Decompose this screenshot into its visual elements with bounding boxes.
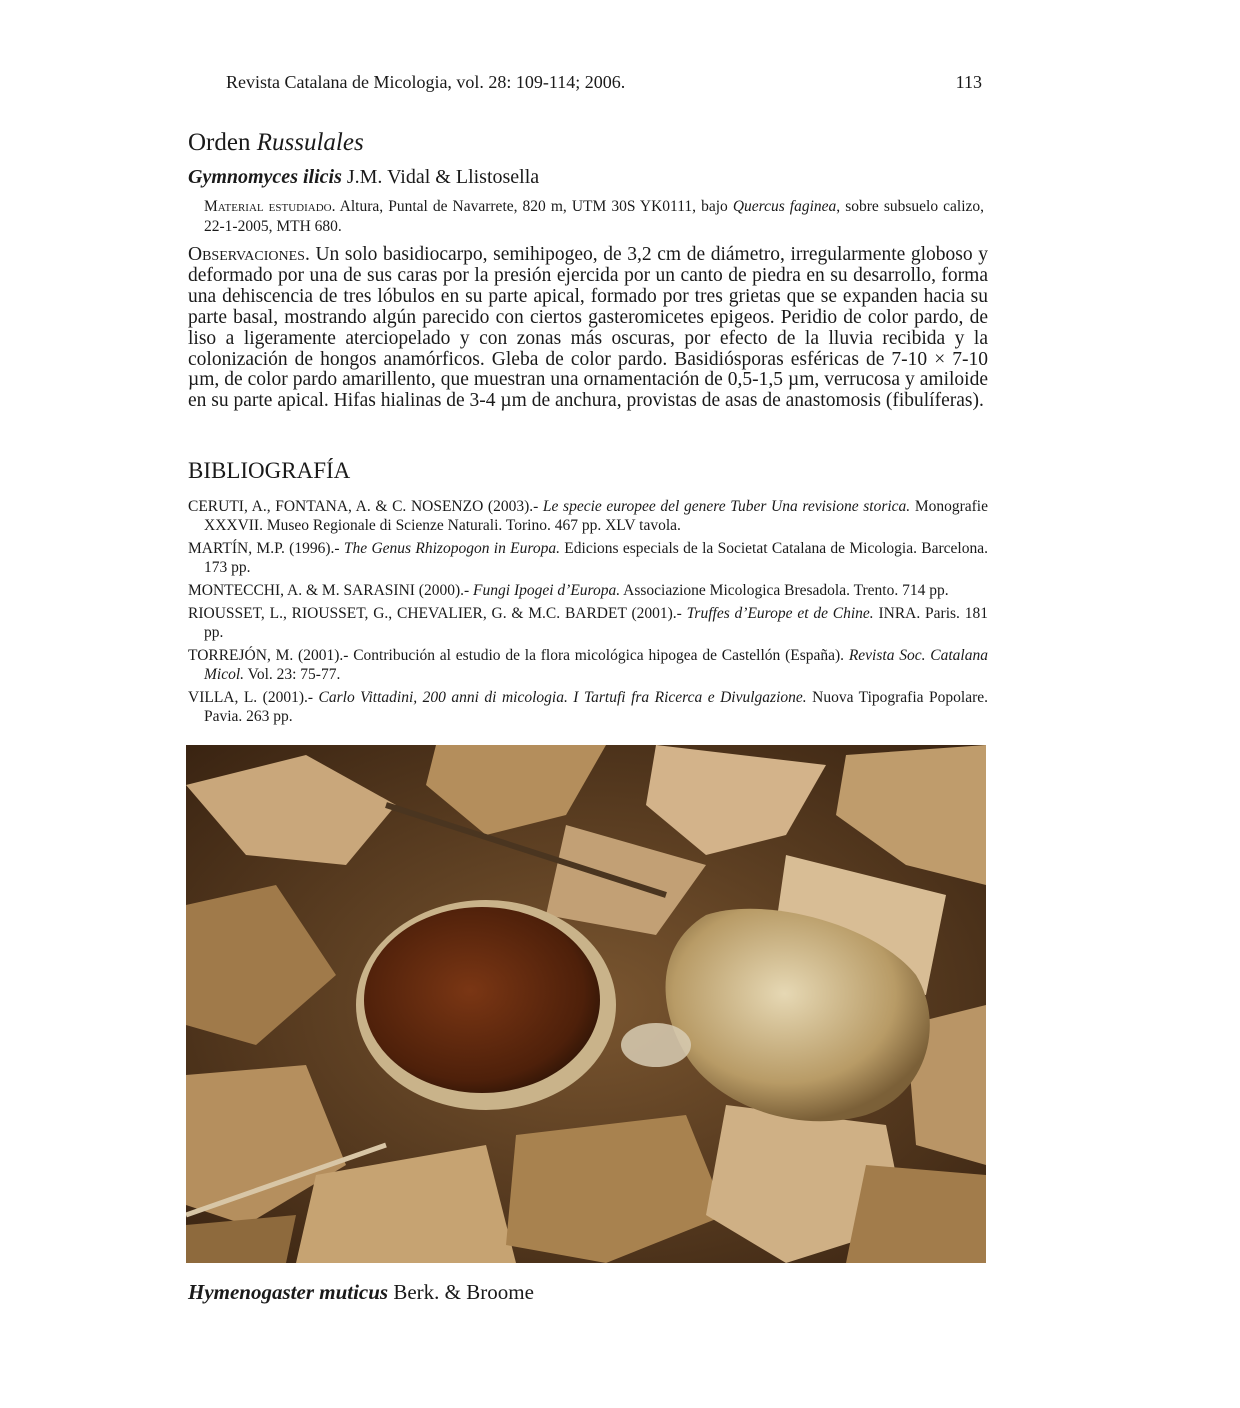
material-text-2: , sobre subsuelo calizo, 22-1-2005, MTH 680. <box>204 198 985 235</box>
species-authority: J.M. Vidal & Llistosella <box>346 166 540 188</box>
material-studied <box>204 197 984 237</box>
caption-species: Hymenogaster muticus <box>188 1280 389 1304</box>
species-heading <box>188 164 539 190</box>
running-head <box>226 72 982 93</box>
material-label: Material estudiado. <box>204 198 336 215</box>
figure-caption <box>188 1279 534 1305</box>
observations-label: Observaciones. <box>188 244 310 265</box>
observations <box>188 245 988 412</box>
material-host: Quercus faginea <box>732 198 837 215</box>
reference-item: CERUTI, A., FONTANA, A. & C. NOSENZO (2003).- Le specie europee del genere Tuber Una revisione storica. Monografie XXXVII. Museo Regionale di Scienze Naturali. Torino. 467 pp. XLV tavola. <box>188 498 988 534</box>
reference-item: TORREJÓN, M. (2001).- Contribución al estudio de la flora micológica hipogea de Castellón (España). Revista Soc. Catalana Micol. Vol. 23: 75-77. <box>188 647 988 683</box>
order-name: Russulales <box>256 129 364 156</box>
specimen-photo <box>186 745 986 1263</box>
reference-item: MARTÍN, M.P. (1996).- The Genus Rhizopogon in Europa. Edicions especials de la Societat Catalana de Micologia. Barcelona. 173 pp. <box>188 540 988 576</box>
observations-text: Un solo basidiocarpo, semihipogeo, de 3,2 cm de diámetro, irregularmente globoso y deformado por una de sus caras por la presión ejercida por un canto de piedra en su desarrollo, forma una dehiscencia de tres lóbulos en su parte apical, formado por tres grietas que se expanden hacia su parte basal, mostrando algún parecido con ciertos gasteromicetes epigeos. Peridio de color pardo, de liso a ligeramente aterciopelado y con zonas más oscuras, por efecto de la lluvia recibida y la colonización de hongos anamórficos. Gleba de color pardo. Basidiósporas esféricas de 7-10 × 7-10 µm, de color pardo amarillento, que muestran una ornamentación de 0,5-1,5 µm, verrucosa y amiloide en su parte apical. Hifas hialinas de 3-4 µm de anchura, provistas de asas de anastomosis (fibulíferas). <box>188 244 988 412</box>
species-name: Gymnomyces ilicis <box>188 166 342 188</box>
order-prefix: Orden <box>188 129 251 156</box>
reference-item: RIOUSSET, L., RIOUSSET, G., CHEVALIER, G. & M.C. BARDET (2001).- Truffes d’Europe et de Chine. INRA. Paris. 181 pp. <box>188 605 988 641</box>
bibliography-heading: BIBLIOGRAFÍA <box>188 458 351 483</box>
caption-authority: Berk. & Broome <box>393 1280 534 1304</box>
reference-item: VILLA, L. (2001).- Carlo Vittadini, 200 anni di micologia. I Tartufi fra Ricerca e Divulgazione. Nuova Tipografia Popolare. Pavia. 263 pp. <box>188 689 988 725</box>
reference-item: MONTECCHI, A. & M. SARASINI (2000).- Fungi Ipogei d’Europa. Associazione Micologica Bresadola. Trento. 714 pp. <box>188 582 949 599</box>
page-number: 113 <box>955 72 982 92</box>
bibliography-list <box>188 497 988 730</box>
material-text-1: Altura, Puntal de Navarrete, 820 m, UTM 30S YK0111, bajo <box>335 198 733 215</box>
order-heading <box>188 128 364 158</box>
journal-citation: Revista Catalana de Micologia, vol. 28: 109-114; 2006. <box>226 72 626 92</box>
